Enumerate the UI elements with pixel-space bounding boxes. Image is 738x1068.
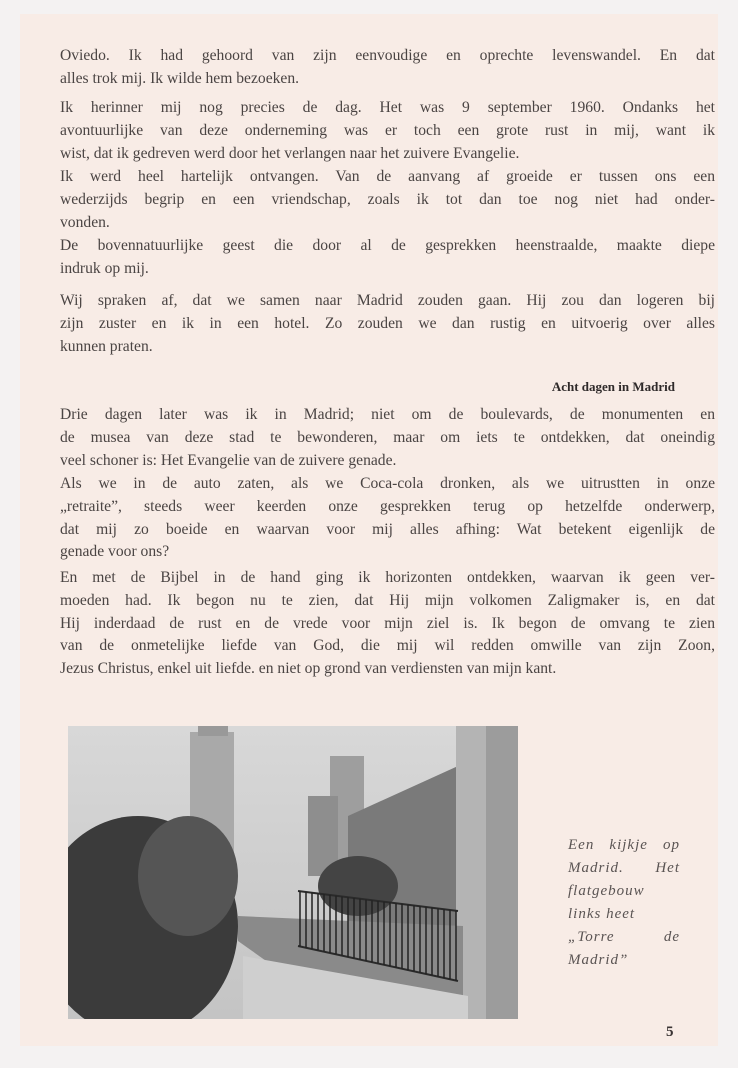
caption-line: Een kijkje op bbox=[568, 837, 680, 853]
photo-madrid bbox=[68, 726, 518, 1019]
caption-line: „Torre de bbox=[568, 929, 680, 945]
page-number: 5 bbox=[666, 1024, 674, 1040]
paragraph bbox=[60, 404, 715, 472]
text-line: Wij spraken af, dat we samen naar Madrid zouden gaan. Hij zou dan logeren bij bbox=[60, 292, 715, 309]
caption-line: links heet bbox=[568, 906, 636, 922]
text-line: „retraite”, steeds weer keerden onze gesprekken terug op hetzelfde onderwerp, bbox=[60, 497, 715, 515]
text-line: de musea van deze stad te bewonderen, maar om iets te ontdekken, dat oneindig bbox=[60, 428, 715, 446]
text-line: Hij inderdaad de rust en de vrede voor mijn ziel is. Ik begon de omvang te zien bbox=[60, 614, 715, 632]
text-line: avontuurlijke van deze onderneming was er toch een grote rust in mij, want ik bbox=[60, 121, 715, 139]
text-line: genade voor ons? bbox=[60, 543, 170, 561]
text-line: van de onmetelijke liefde van God, die mij wil redden omwille van zijn Zoon, bbox=[60, 637, 715, 655]
photo-image bbox=[68, 726, 518, 1019]
paragraph bbox=[60, 567, 715, 681]
text-line: wist, dat ik gedreven werd door het verlangen naar het zuivere Evangelie. bbox=[60, 144, 520, 162]
text-line: De bovennatuurlijke geest die door al de gesprekken heenstraalde, maakte diepe bbox=[60, 237, 715, 254]
paragraph bbox=[60, 235, 715, 281]
text-line: zijn zuster en ik in een hotel. Zo zouden we dan rustig en uitvoerig over alles bbox=[60, 314, 715, 332]
text-line: wederzijds begrip en een vriendschap, zoals ik tot dan toe nog niet had onder- bbox=[60, 190, 715, 208]
text-line: moeden had. Ik begon nu te zien, dat Hij mijn volkomen Zaligmaker is, en dat bbox=[60, 591, 715, 609]
text-line: Ik herinner mij nog precies de dag. Het was 9 september 1960. Ondanks het bbox=[60, 99, 715, 116]
text-line: kunnen praten. bbox=[60, 337, 153, 355]
caption-line: flatgebouw bbox=[568, 883, 645, 899]
caption-line: Madrid. Het bbox=[568, 860, 680, 876]
text-line: veel schoner is: Het Evangelie van de zuivere genade. bbox=[60, 451, 397, 469]
book-page bbox=[20, 14, 718, 1046]
caption-line: Madrid” bbox=[568, 952, 629, 968]
text-line: Oviedo. Ik had gehoord van zijn eenvoudige en oprechte levenswandel. En dat bbox=[60, 47, 715, 64]
text-line: Ik werd heel hartelijk ontvangen. Van de aanvang af groeide er tussen ons een bbox=[60, 168, 715, 185]
paragraph bbox=[60, 45, 715, 91]
paragraph bbox=[60, 166, 715, 234]
section-heading: Acht dagen in Madrid bbox=[551, 379, 675, 394]
text-line: Drie dagen later was ik in Madrid; niet om de boulevards, de monumenten en bbox=[60, 406, 715, 423]
text-line: dat mij zo boeide en waarvan voor mij alles afhing: Wat betekent eigenlijk de bbox=[60, 520, 715, 538]
text-line: vonden. bbox=[60, 213, 110, 231]
text-line: En met de Bijbel in de hand ging ik horizonten ontdekken, waarvan ik geen ver- bbox=[60, 569, 715, 586]
text-line: Als we in de auto zaten, als we Coca-cola dronken, als we uitrustten in onze bbox=[60, 475, 715, 492]
paragraph bbox=[60, 473, 715, 564]
paragraph bbox=[60, 97, 715, 165]
paragraph bbox=[60, 290, 715, 358]
text-line: indruk op mij. bbox=[60, 259, 149, 277]
photo-caption bbox=[568, 834, 680, 972]
text-line: alles trok mij. Ik wilde hem bezoeken. bbox=[60, 69, 300, 87]
text-line: Jezus Christus, enkel uit liefde. en niet op grond van verdiensten van mijn kant. bbox=[60, 660, 557, 678]
